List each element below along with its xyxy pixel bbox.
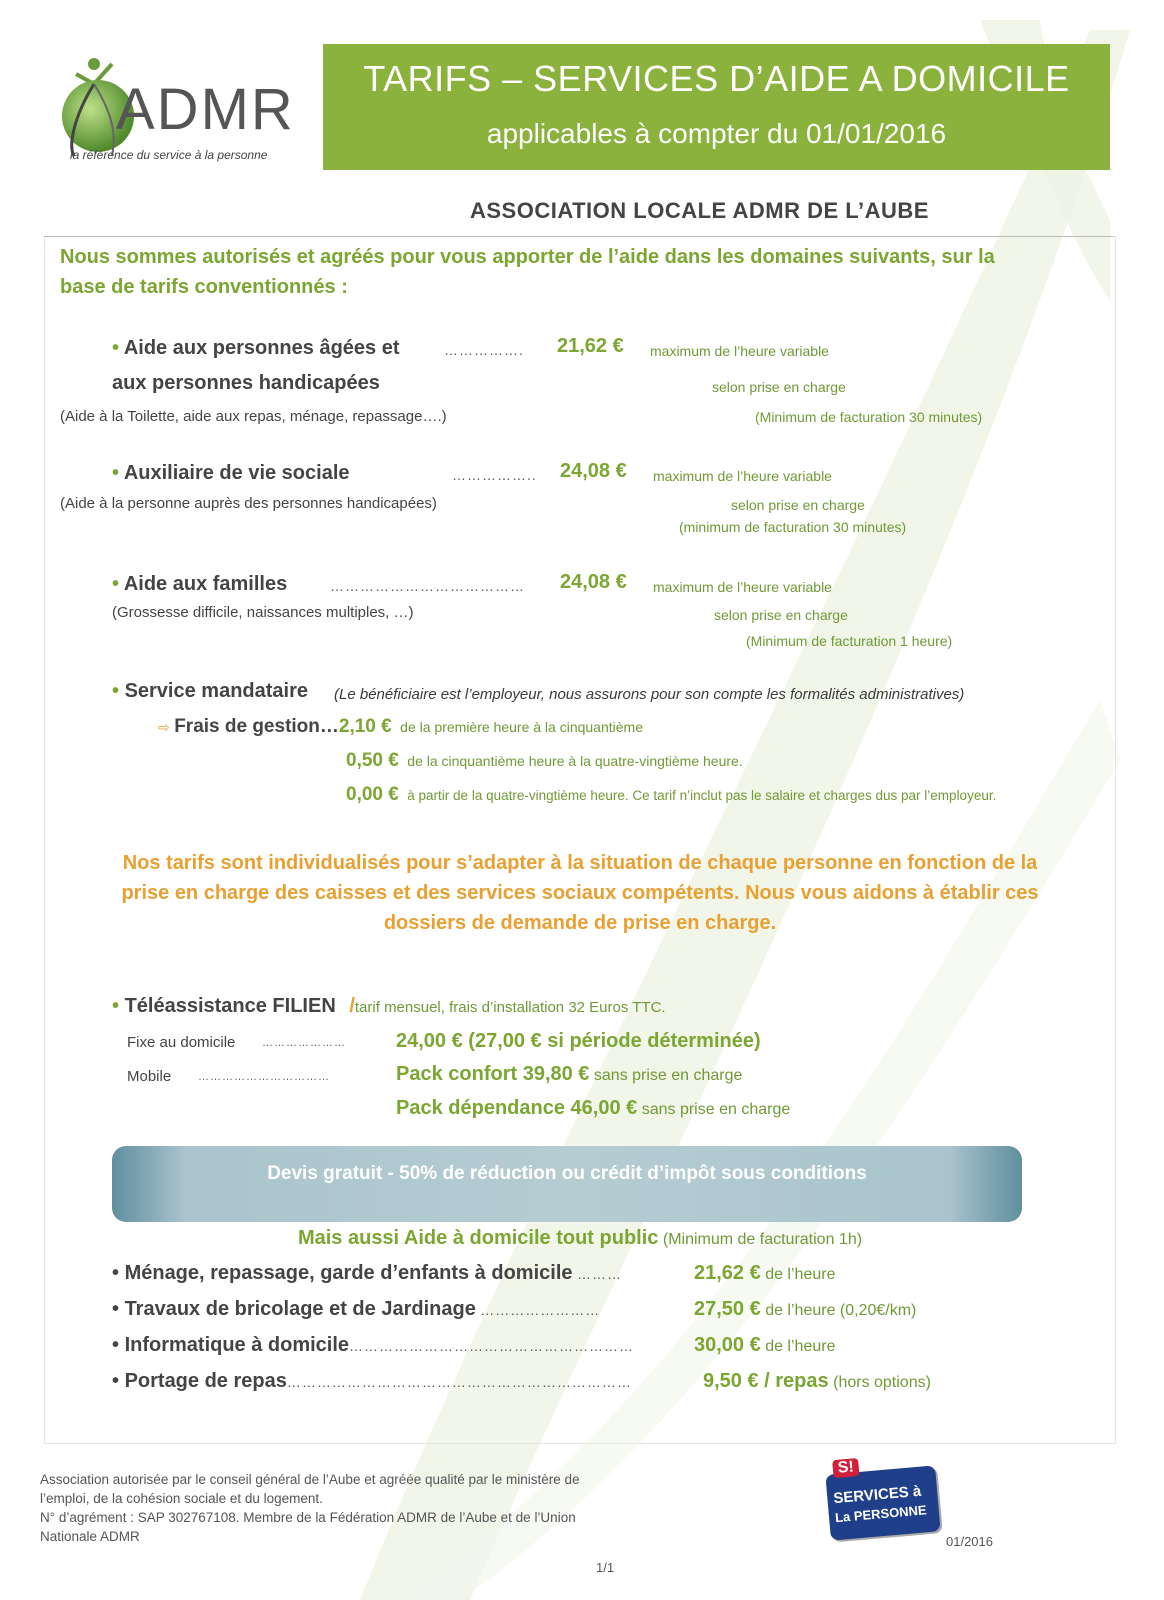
- pack-2-row: [396, 1097, 790, 1120]
- public-item-price: 30,00 €: [694, 1334, 761, 1356]
- service-3-note-3: (Minimum de facturation 1 heure): [746, 633, 953, 649]
- fee-1-note: de la première heure à la cinquantième: [400, 719, 643, 735]
- footer-legal: [40, 1470, 660, 1546]
- footer-line-3: N° d’agrément : SAP 302767108. Membre de la Fédération ADMR de l’Aube et de l’Union: [40, 1510, 576, 1525]
- public-item-note: (hors options): [833, 1374, 931, 1391]
- intro-line-2: base de tarifs conventionnés :: [60, 276, 348, 298]
- promo-banner-text: Devis gratuit - 50% de réduction ou crédit d’impôt sous conditions: [267, 1163, 867, 1184]
- footer-line-4: Nationale ADMR: [40, 1529, 140, 1544]
- arrow-right-icon: ⇨: [158, 719, 170, 735]
- service-1-title: • Aide aux personnes âgées et: [112, 337, 400, 359]
- bullet-icon: •: [112, 573, 124, 595]
- public-item-note: de l’heure (0,20€/km): [765, 1302, 917, 1319]
- public-item-price: 27,50 €: [694, 1298, 761, 1320]
- bullet-icon: •: [112, 462, 124, 484]
- logo-brand: ADMR: [116, 77, 295, 142]
- footer-line-2: l’emploi, de la cohésion sociale et du logement.: [40, 1491, 323, 1506]
- fee-2-row: [346, 750, 743, 772]
- bullet-icon: •: [112, 1334, 125, 1356]
- mobile-dots: ……………………………: [198, 1071, 330, 1083]
- notice-line-2: prise en charge des caisses et des services sociaux compétents. Nous vous aidons à établir ces: [121, 882, 1039, 904]
- fees-row: [158, 716, 643, 738]
- public-item-4: [112, 1370, 632, 1393]
- public-item-dots: ………: [576, 1266, 622, 1282]
- fees-label: Frais de gestion…: [174, 716, 339, 737]
- service-2-title: • Auxiliaire de vie sociale: [112, 462, 350, 484]
- public-heading: [60, 1227, 1100, 1250]
- pack-1-price: Pack confort 39,80 €: [396, 1063, 590, 1085]
- public-item-4-price-row: [703, 1370, 931, 1393]
- fee-2-note: de la cinquantième heure à la quatre-vingtième heure.: [407, 753, 743, 769]
- bullet-icon: •: [112, 1262, 125, 1284]
- public-heading-note: (Minimum de facturation 1h): [662, 1231, 863, 1248]
- service-2-desc: (Aide à la personne auprès des personnes handicapées): [60, 495, 437, 512]
- public-item-price: 21,62 €: [694, 1262, 761, 1284]
- public-item-price: 9,50 € / repas: [703, 1370, 829, 1392]
- public-item-1: [112, 1262, 622, 1285]
- association-name: ASSOCIATION LOCALE ADMR DE L’AUBE: [470, 198, 929, 223]
- service-1-note-2: selon prise en charge: [712, 379, 846, 395]
- bullet-icon: •: [112, 680, 125, 702]
- public-item-note: de l’heure: [765, 1338, 836, 1355]
- teleassistance-subtitle: tarif mensuel, frais d’installation 32 Euros TTC.: [354, 999, 666, 1016]
- pack-2-note: sans prise en charge: [641, 1101, 791, 1118]
- pack-1-note: sans prise en charge: [593, 1067, 743, 1084]
- services-a-la-personne-badge: [825, 1458, 940, 1540]
- service-4-desc: (Le bénéficiaire est l’employeur, nous assurons pour son compte les formalités administratives): [334, 686, 965, 703]
- service-4-title: • Service mandataire: [112, 680, 308, 702]
- intro-line-1: Nous sommes autorisés et agréés pour vous apporter de l’aide dans les domaines suivants, sur la: [60, 246, 995, 268]
- page-title: TARIFS – SERVICES D’AIDE A DOMICILE: [363, 58, 1070, 99]
- badge-line-2: La PERSONNE: [834, 1502, 928, 1526]
- service-1-dots: …………….: [444, 342, 524, 358]
- public-item-note: de l’heure: [765, 1266, 836, 1283]
- public-item-dots: ……………………: [480, 1302, 601, 1318]
- service-1-title-b: aux personnes handicapées: [112, 372, 380, 394]
- bullet-icon: •: [112, 1370, 125, 1392]
- service-3-dots: …………………………………: [330, 578, 525, 594]
- bullet-icon: •: [112, 995, 125, 1017]
- public-item-3: [112, 1334, 634, 1357]
- badge-line-1: SERVICES à: [832, 1482, 922, 1508]
- notice-line-1: Nos tarifs sont individualisés pour s’adapter à la situation de chaque personne en fonction de la: [122, 852, 1038, 874]
- badge-top: S!: [832, 1458, 859, 1478]
- page-number: 1/1: [596, 1560, 615, 1575]
- service-2-note-2: selon prise en charge: [731, 497, 865, 513]
- fee-2-price: 0,50 €: [346, 750, 399, 771]
- public-item-1-price-row: [694, 1262, 835, 1285]
- mobile-label: Mobile: [127, 1068, 172, 1085]
- public-item-dots: ……………………………………………………………: [286, 1374, 632, 1390]
- service-2-dots: ……………..: [452, 467, 537, 483]
- teleassistance-title: • Téléassistance FILIEN /tarif mensuel, frais d’installation 32 Euros TTC.: [112, 995, 666, 1017]
- pack-1-row: [396, 1063, 742, 1086]
- public-item-2: [112, 1298, 600, 1321]
- bullet-icon: •: [112, 1298, 125, 1320]
- teleassistance-slash: /: [349, 995, 355, 1017]
- fixe-price: 24,00 € (27,00 € si période déterminée): [396, 1030, 761, 1052]
- service-3-price: 24,08 €: [560, 571, 627, 593]
- service-3-note-1: maximum de l’heure variable: [653, 579, 832, 595]
- fixe-label: Fixe au domicile: [127, 1034, 236, 1051]
- logo-tagline: la référence du service à la personne: [70, 148, 268, 162]
- public-item-2-price-row: [694, 1298, 916, 1321]
- service-3-desc: (Grossesse difficile, naissances multiples, …): [112, 604, 414, 621]
- fee-3-row: [346, 784, 996, 806]
- service-2-price: 24,08 €: [560, 460, 627, 482]
- fee-3-note: à partir de la quatre-vingtième heure. Ce tarif n’inclut pas le salaire et charges dus par l’employeur.: [407, 788, 997, 803]
- fee-3-price: 0,00 €: [346, 784, 399, 805]
- fixe-dots: …………………: [262, 1037, 346, 1049]
- service-1-desc: (Aide à la Toilette, aide aux repas, ménage, repassage….): [60, 408, 447, 425]
- public-item-label: Informatique à domicile: [124, 1334, 350, 1356]
- service-1-note-1: maximum de l’heure variable: [650, 343, 829, 359]
- notice-line-3: dossiers de demande de prise en charge.: [383, 912, 777, 934]
- header-divider: [44, 236, 1114, 237]
- public-item-label: Travaux de bricolage et de Jardinage: [124, 1298, 476, 1320]
- service-3-title: • Aide aux familles: [112, 573, 288, 595]
- public-item-label: Portage de repas: [124, 1370, 287, 1392]
- public-item-3-price-row: [694, 1334, 835, 1357]
- footer-line-1: Association autorisée par le conseil général de l’Aube et agréée qualité par le ministère de: [40, 1472, 580, 1487]
- service-2-note-1: maximum de l’heure variable: [653, 468, 832, 484]
- admr-logo: [54, 56, 304, 168]
- service-1-price: 21,62 €: [557, 335, 624, 357]
- service-3-note-2: selon prise en charge: [714, 607, 848, 623]
- public-item-dots: …………………………………………………: [349, 1338, 635, 1354]
- bullet-icon: •: [112, 337, 124, 359]
- pack-2-price: Pack dépendance 46,00 €: [396, 1097, 638, 1119]
- service-1-note-3: (Minimum de facturation 30 minutes): [755, 409, 983, 425]
- fee-1-price: 2,10 €: [338, 716, 392, 737]
- page-subtitle: applicables à compter du 01/01/2016: [486, 118, 947, 149]
- public-heading-text: Mais aussi Aide à domicile tout public: [297, 1227, 659, 1249]
- service-2-note-3: (minimum de facturation 30 minutes): [679, 519, 907, 535]
- footer-date: 01/2016: [946, 1534, 993, 1549]
- public-item-label: Ménage, repassage, garde d’enfants à domicile: [124, 1262, 573, 1284]
